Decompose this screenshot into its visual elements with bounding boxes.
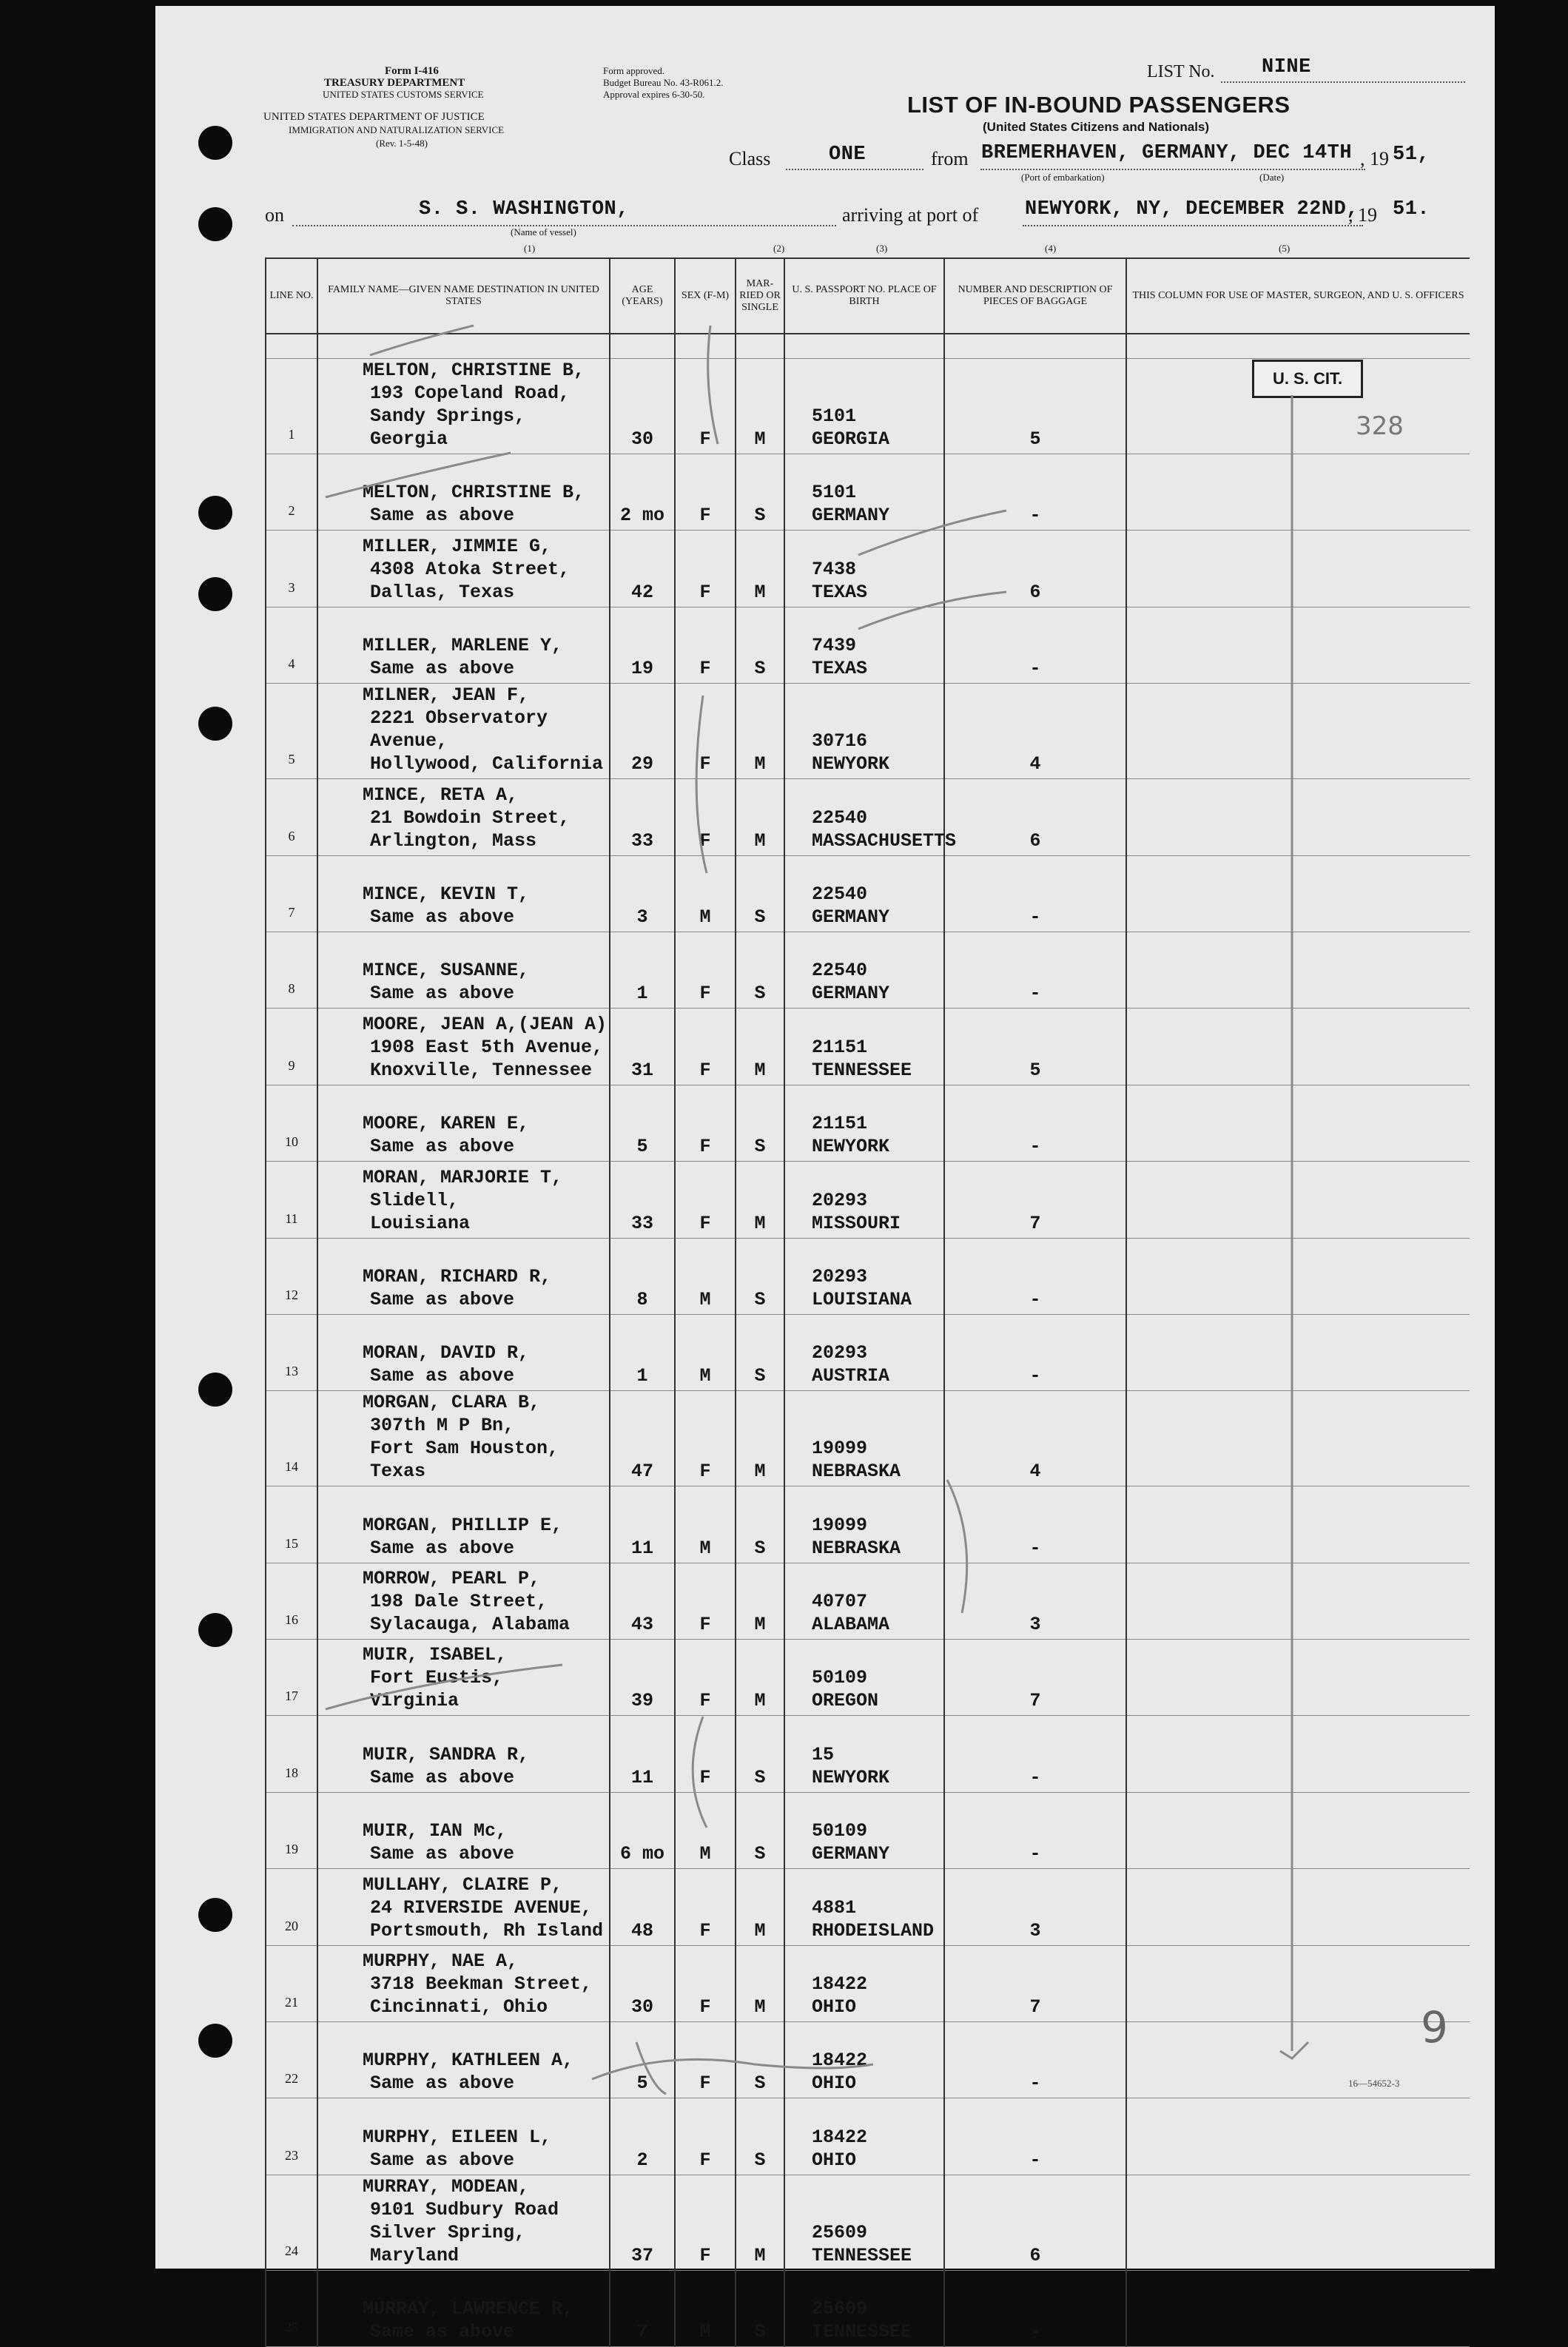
approval-1: Form approved.	[603, 65, 665, 76]
passenger-name: MINCE, KEVIN T,	[363, 883, 530, 905]
place-of-birth: GEORGIA	[812, 428, 890, 450]
class-label: Class	[729, 148, 771, 169]
baggage: 3	[944, 1563, 1126, 1639]
destination-line: Cincinnati, Ohio	[370, 1996, 548, 2018]
page-number-mark: 9	[1421, 2002, 1448, 2053]
age: 42	[610, 531, 675, 607]
place-of-birth: OHIO	[812, 1996, 857, 2018]
passport-number: 7438	[812, 558, 857, 580]
pencil-stroke	[370, 326, 474, 355]
sex: F	[675, 1085, 736, 1161]
passenger-name: MILNER, JEAN F,	[363, 684, 530, 707]
passport-number: 25609	[812, 2298, 868, 2320]
marital-status: S	[736, 454, 784, 531]
age: 11	[610, 1486, 675, 1563]
place-of-birth: GERMANY	[812, 906, 890, 928]
baggage: 4	[944, 684, 1126, 779]
destination-line: Sandy Springs, Georgia	[370, 405, 526, 450]
place-of-birth: TEXAS	[812, 581, 868, 603]
marital-status: S	[736, 1238, 784, 1314]
destination-line: Same as above	[370, 2072, 515, 2095]
pencil-stroke	[858, 511, 1006, 555]
line-number: 19	[266, 1792, 317, 1868]
pencil-stroke	[708, 326, 718, 444]
passenger-name: MUIR, IAN Mc,	[363, 1820, 508, 1842]
place-of-birth: TEXAS	[812, 658, 868, 680]
age: 33	[610, 779, 675, 855]
age: 29	[610, 684, 675, 779]
passport-number: 30716	[812, 730, 868, 752]
handwritten-annotation: 328	[1356, 411, 1404, 441]
baggage: -	[944, 2098, 1126, 2175]
line-number: 24	[266, 2175, 317, 2270]
line-number: 11	[266, 1162, 317, 1238]
pencil-stroke	[696, 696, 707, 873]
class-value: ONE	[829, 144, 867, 166]
age: 5	[610, 1085, 675, 1161]
baggage: 7	[944, 1162, 1126, 1238]
passport-number: 40707	[812, 1591, 868, 1613]
destination-line: 21 Bowdoin Street,	[370, 807, 571, 829]
line-number: 25	[266, 2270, 317, 2346]
passport-number: 15	[812, 1743, 835, 1765]
passport-number: 22540	[812, 883, 868, 905]
form-title: LIST OF IN-BOUND PASSENGERS	[907, 92, 1291, 118]
sex: F	[675, 2022, 736, 2098]
destination-line: 2221 Observatory Avenue,	[370, 707, 548, 752]
destination-line: 9101 Sudbury Road	[370, 2198, 559, 2220]
marital-status: S	[736, 855, 784, 932]
place-of-birth: NEWYORK	[812, 1136, 890, 1158]
from-value: BREMERHAVEN, GERMANY, DEC 14TH	[981, 142, 1353, 164]
baggage: -	[944, 607, 1126, 683]
passenger-name: MUIR, SANDRA R,	[363, 1743, 530, 1765]
passenger-name: MUIR, ISABEL,	[363, 1644, 508, 1666]
place-of-birth: GERMANY	[812, 983, 890, 1005]
passport-birthplace	[784, 2270, 944, 2346]
destination-line: Same as above	[370, 1288, 515, 1310]
pencil-stroke	[326, 1665, 562, 1709]
marital-status: S	[736, 2022, 784, 2098]
passport-number: 25609	[812, 2221, 868, 2243]
place-of-birth: GERMANY	[812, 1843, 890, 1865]
line-number: 15	[266, 1486, 317, 1563]
line-number: 8	[266, 932, 317, 1008]
destination-line: 3718 Beekman Street,	[370, 1973, 593, 1996]
destination-line: Same as above	[370, 505, 515, 527]
form-subtitle: (United States Citizens and Nationals)	[983, 120, 1210, 134]
destination-line: Fort Eustis,	[370, 1667, 504, 1689]
pencil-stroke	[693, 1717, 707, 1828]
date-caption: (Date)	[1259, 172, 1285, 183]
baggage: -	[944, 855, 1126, 932]
destination-line: Louisiana	[370, 1212, 471, 1234]
header-officers: THIS COLUMN FOR USE OF MASTER, SURGEON, AND U. S. OFFICERS	[1126, 258, 1470, 334]
passport-number: 20293	[812, 1189, 868, 1211]
destination-line: Same as above	[370, 983, 515, 1005]
age: 8	[610, 1238, 675, 1314]
baggage: -	[944, 1792, 1126, 1868]
destination-line: 1908 East 5th Avenue,	[370, 1036, 604, 1058]
place-of-birth: MISSOURI	[812, 1212, 901, 1234]
passenger-name: MORROW, PEARL P,	[363, 1568, 541, 1590]
sex: F	[675, 1640, 736, 1716]
place-of-birth: NEWYORK	[812, 1766, 890, 1788]
sex: F	[675, 2175, 736, 2270]
header-passport: U. S. PASSPORT NO. PLACE OF BIRTH	[784, 258, 944, 334]
passport-number: 19099	[812, 1438, 868, 1460]
place-of-birth: ALABAMA	[812, 1614, 890, 1636]
passenger-name: MORGAN, PHILLIP E,	[363, 1514, 563, 1536]
place-of-birth: NEWYORK	[812, 753, 890, 775]
passport-number: 18422	[812, 2126, 868, 2148]
destination-line: Knoxville, Tennessee	[370, 1059, 593, 1081]
place-of-birth: NEBRASKA	[812, 1537, 901, 1559]
sex: M	[675, 1792, 736, 1868]
place-of-birth: OHIO	[812, 2149, 857, 2171]
destination-line: 193 Copeland Road,	[370, 383, 571, 404]
age: 39	[610, 1640, 675, 1716]
header-married: MAR-RIED OR SINGLE	[736, 258, 784, 334]
marital-status: S	[736, 1792, 784, 1868]
age: 30	[610, 359, 675, 454]
header-line-no: LINE NO.	[266, 258, 317, 334]
pencil-signature	[592, 2059, 873, 2079]
marital-status: M	[736, 1391, 784, 1486]
passenger-name: MORAN, RICHARD R,	[363, 1265, 552, 1287]
treasury-dept: TREASURY DEPARTMENT	[324, 77, 465, 89]
line-number: 9	[266, 1008, 317, 1085]
destination-line: Same as above	[370, 1843, 515, 1865]
passport-number: 22540	[812, 960, 868, 982]
age: 19	[610, 607, 675, 683]
passenger-name: MILLER, MARLENE Y,	[363, 635, 563, 657]
line-number: 13	[266, 1314, 317, 1390]
destination-line: Same as above	[370, 2321, 515, 2343]
place-of-birth: MASSACHUSETTS	[812, 829, 957, 852]
ins-service: IMMIGRATION AND NATURALIZATION SERVICE	[289, 124, 505, 135]
baggage: -	[944, 1716, 1126, 1792]
marital-status: M	[736, 1945, 784, 2021]
destination-line: Same as above	[370, 1766, 515, 1788]
baggage: 7	[944, 1640, 1126, 1716]
col-num-3: (3)	[876, 243, 888, 254]
age: 7	[610, 2270, 675, 2346]
place-of-birth: TENNESSEE	[812, 2244, 912, 2266]
customs-service: UNITED STATES CUSTOMS SERVICE	[323, 89, 484, 100]
age: 2 mo	[610, 454, 675, 531]
destination-line: Same as above	[370, 658, 515, 680]
passenger-name: MORAN, MARJORIE T,	[363, 1166, 563, 1188]
footer-code: 16—54652-3	[1348, 2078, 1400, 2089]
baggage: -	[944, 454, 1126, 531]
line-number: 6	[266, 779, 317, 855]
col-num-2: (2)	[773, 243, 785, 254]
line-number: 20	[266, 1869, 317, 1945]
baggage: 6	[944, 531, 1126, 607]
age: 6 mo	[610, 1792, 675, 1868]
baggage: -	[944, 1085, 1126, 1161]
header-name: FAMILY NAME—GIVEN NAME DESTINATION IN UNITED STATES	[317, 258, 610, 334]
sex: F	[675, 779, 736, 855]
line-number: 22	[266, 2022, 317, 2098]
passenger-name: MURPHY, EILEEN L,	[363, 2126, 552, 2148]
line-number: 2	[266, 454, 317, 531]
revision: (Rev. 1-5-48)	[376, 138, 428, 149]
passport-number: 50109	[812, 1667, 868, 1689]
passenger-name: MELTON, CHRISTINE B,	[363, 360, 585, 381]
arrival-year: 51.	[1393, 198, 1430, 220]
age: 43	[610, 1563, 675, 1639]
marital-status: M	[736, 684, 784, 779]
passenger-name-destination	[317, 2270, 610, 2346]
place-of-birth: TENNESSEE	[812, 2321, 912, 2343]
passenger-name: MILLER, JIMMIE G,	[363, 535, 552, 557]
sex: F	[675, 684, 736, 779]
sex: M	[675, 1314, 736, 1390]
age: 37	[610, 2175, 675, 2270]
baggage: 5	[944, 359, 1126, 454]
marital-status: S	[736, 1716, 784, 1792]
passenger-name: MINCE, RETA A,	[363, 784, 519, 806]
destination-line: Arlington, Mass	[370, 829, 537, 852]
baggage: 5	[944, 1008, 1126, 1085]
line-number: 7	[266, 855, 317, 932]
line-number: 1	[266, 359, 317, 454]
sex: F	[675, 1716, 736, 1792]
age: 1	[610, 1314, 675, 1390]
sex: F	[675, 454, 736, 531]
age: 30	[610, 1945, 675, 2021]
destination-line: Same as above	[370, 1537, 515, 1559]
destination-line: Same as above	[370, 1365, 515, 1387]
destination-line: Dallas, Texas	[370, 581, 515, 603]
line-number: 14	[266, 1391, 317, 1486]
line-number: 17	[266, 1640, 317, 1716]
form-number: Form I-416	[385, 65, 439, 77]
from-label: from	[931, 148, 969, 169]
sex: M	[675, 1238, 736, 1314]
from-year-prefix: , 19	[1360, 148, 1389, 169]
marital-status: S	[736, 1486, 784, 1563]
passport-number: 4881	[812, 1896, 857, 1919]
age: 33	[610, 1162, 675, 1238]
destination-line: Silver Spring, Maryland	[370, 2221, 526, 2266]
marital-status: M	[736, 1162, 784, 1238]
sex: F	[675, 531, 736, 607]
baggage: -	[944, 2270, 1126, 2346]
destination-line: 4308 Atoka Street,	[370, 558, 571, 580]
sex: F	[675, 1162, 736, 1238]
passenger-name: MOORE, JEAN A,(JEAN A)	[363, 1013, 608, 1035]
sex: F	[675, 359, 736, 454]
col-num-4: (4)	[1045, 243, 1057, 254]
sex: F	[675, 1869, 736, 1945]
sex: M	[675, 2270, 736, 2346]
marital-status: M	[736, 779, 784, 855]
baggage: 7	[944, 1945, 1126, 2021]
line-number: 18	[266, 1716, 317, 1792]
marital-status: M	[736, 1563, 784, 1639]
header-age: AGE (YEARS)	[610, 258, 675, 334]
pencil-signature	[636, 2042, 666, 2094]
place-of-birth: LOUISIANA	[812, 1288, 912, 1310]
baggage: -	[944, 932, 1126, 1008]
line-number: 3	[266, 531, 317, 607]
passport-number: 50109	[812, 1820, 868, 1842]
passport-number: 5101	[812, 482, 857, 504]
pencil-stroke	[326, 453, 511, 497]
marital-status: M	[736, 1008, 784, 1085]
passport-number: 18422	[812, 1973, 868, 1996]
baggage: 4	[944, 1391, 1126, 1486]
sex: F	[675, 932, 736, 1008]
marital-status: M	[736, 1640, 784, 1716]
line-number: 4	[266, 607, 317, 683]
passenger-name: MELTON, CHRISTINE B,	[363, 482, 585, 504]
sex: F	[675, 1945, 736, 2021]
age: 47	[610, 1391, 675, 1486]
approval-2: Budget Bureau No. 43-R061.2.	[603, 77, 724, 88]
marital-status: S	[736, 2270, 784, 2346]
place-of-birth: AUSTRIA	[812, 1365, 890, 1387]
passport-number: 7439	[812, 635, 857, 657]
marital-status: M	[736, 1869, 784, 1945]
vessel-name: S. S. WASHINGTON,	[419, 198, 629, 220]
place-of-birth: RHODEISLAND	[812, 1919, 935, 1942]
line-number: 5	[266, 684, 317, 779]
passenger-name: MORAN, DAVID R,	[363, 1342, 530, 1364]
age: 3	[610, 855, 675, 932]
arrival-year-prefix: , 19	[1348, 204, 1377, 226]
passport-number: 20293	[812, 1265, 868, 1287]
header-baggage: NUMBER AND DESCRIPTION OF PIECES OF BAGGAGE	[944, 258, 1126, 334]
marital-status: S	[736, 1314, 784, 1390]
marital-status: S	[736, 607, 784, 683]
line-number: 21	[266, 1945, 317, 2021]
sex: F	[675, 2098, 736, 2175]
age: 11	[610, 1716, 675, 1792]
age: 48	[610, 1869, 675, 1945]
passport-number: 21151	[812, 1113, 868, 1135]
passport-number: 19099	[812, 1514, 868, 1536]
age: 2	[610, 2098, 675, 2175]
from-year: 51,	[1393, 144, 1430, 166]
marital-status: S	[736, 1085, 784, 1161]
destination-line: Portsmouth, Rh Island	[370, 1919, 604, 1942]
destination-line: Virginia	[370, 1690, 460, 1712]
baggage: 6	[944, 779, 1126, 855]
line-number: 16	[266, 1563, 317, 1639]
table-row	[266, 2270, 1470, 2346]
pencil-check	[1280, 2042, 1308, 2058]
baggage: 3	[944, 1869, 1126, 1945]
destination-line: Slidell,	[370, 1189, 460, 1211]
col-num-1: (1)	[524, 243, 536, 254]
destination-line: Same as above	[370, 2149, 515, 2171]
marital-status: M	[736, 531, 784, 607]
list-no-value: NINE	[1262, 56, 1311, 78]
passport-number: 21151	[812, 1036, 868, 1058]
passenger-name: MULLAHY, CLAIRE P,	[363, 1873, 563, 1896]
marital-status: S	[736, 932, 784, 1008]
passport-number: 22540	[812, 807, 868, 829]
officer-column	[1126, 2270, 1470, 2346]
header-sex: SEX (F-M)	[675, 258, 736, 334]
marital-status: S	[736, 2098, 784, 2175]
approval-3: Approval expires 6-30-50.	[603, 89, 705, 100]
destination-line: Sylacauga, Alabama	[370, 1614, 571, 1636]
passenger-name: MURPHY, NAE A,	[363, 1950, 519, 1973]
passenger-name: MURRAY, LAWRENCE R,	[363, 2298, 574, 2320]
arriving-label: arriving at port of	[842, 204, 979, 226]
destination-line: 307th M P Bn,	[370, 1415, 515, 1437]
destination-line: Hollywood, California	[370, 753, 604, 775]
sex: M	[675, 1486, 736, 1563]
sex: F	[675, 1391, 736, 1486]
place-of-birth: OREGON	[812, 1690, 879, 1712]
passenger-name: MURPHY, KATHLEEN A,	[363, 2050, 574, 2072]
pencil-stroke	[858, 592, 1006, 629]
sex: F	[675, 607, 736, 683]
sex: M	[675, 855, 736, 932]
destination-line: Same as above	[370, 1136, 515, 1158]
passport-number: 5101	[812, 405, 857, 427]
place-of-birth: GERMANY	[812, 505, 890, 527]
destination-line: Same as above	[370, 906, 515, 928]
baggage: -	[944, 1314, 1126, 1390]
vessel-caption: (Name of vessel)	[511, 226, 576, 238]
passenger-name: MINCE, SUSANNE,	[363, 960, 530, 982]
sex: F	[675, 1563, 736, 1639]
justice-dept: UNITED STATES DEPARTMENT OF JUSTICE	[263, 111, 485, 123]
age: 5	[610, 2022, 675, 2098]
baggage: -	[944, 1238, 1126, 1314]
age: 1	[610, 932, 675, 1008]
place-of-birth: OHIO	[812, 2072, 857, 2095]
col-num-5: (5)	[1279, 243, 1291, 254]
marital-status: M	[736, 2175, 784, 2270]
passenger-name: MOORE, KAREN E,	[363, 1113, 530, 1135]
marital-status: M	[736, 359, 784, 454]
port-embarkation-caption: (Port of embarkation)	[1021, 172, 1105, 183]
baggage: -	[944, 1486, 1126, 1563]
pencil-stroke	[947, 1480, 967, 1613]
passenger-name: MURRAY, MODEAN,	[363, 2175, 530, 2198]
passport-number: 18422	[812, 2050, 868, 2072]
baggage: -	[944, 2022, 1126, 2098]
destination-line: 198 Dale Street,	[370, 1591, 548, 1613]
line-number: 23	[266, 2098, 317, 2175]
baggage: 6	[944, 2175, 1126, 2270]
arrival-port: NEWYORK, NY, DECEMBER 22ND,	[1025, 198, 1359, 220]
passenger-name: MORGAN, CLARA B,	[363, 1392, 541, 1414]
us-citizen-stamp: U. S. CIT.	[1252, 360, 1363, 398]
list-no-label: LIST No.	[1147, 62, 1215, 81]
line-number: 12	[266, 1238, 317, 1314]
place-of-birth: TENNESSEE	[812, 1059, 912, 1081]
age: 31	[610, 1008, 675, 1085]
destination-line: Fort Sam Houston, Texas	[370, 1438, 559, 1483]
sex: F	[675, 1008, 736, 1085]
on-label: on	[265, 204, 284, 226]
passport-number: 20293	[812, 1342, 868, 1364]
destination-line: 24 RIVERSIDE AVENUE,	[370, 1896, 593, 1919]
line-number: 10	[266, 1085, 317, 1161]
place-of-birth: NEBRASKA	[812, 1461, 901, 1483]
